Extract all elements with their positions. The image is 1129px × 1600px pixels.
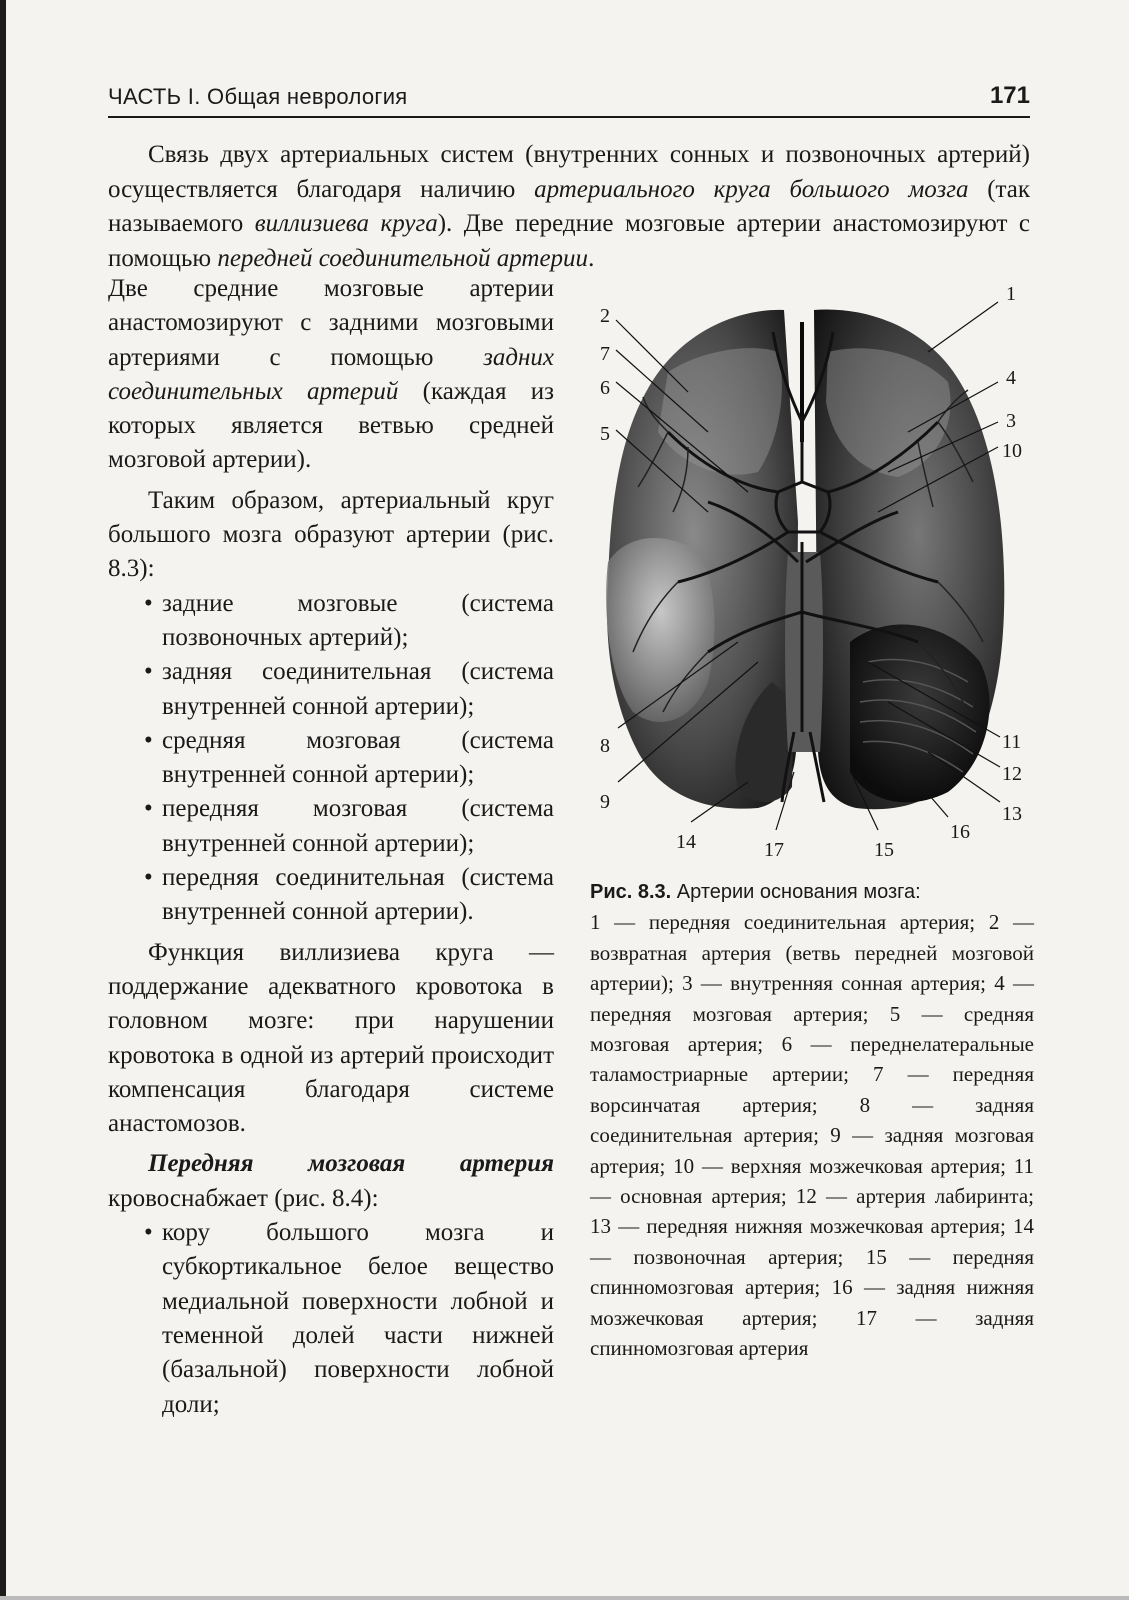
page-number: 171 xyxy=(989,82,1030,109)
legend-item: 4 — передняя мозговая артерия; xyxy=(590,971,1035,1026)
page-edge-bottom xyxy=(0,1596,1129,1600)
label-8: 8 xyxy=(600,735,610,757)
label-11: 11 xyxy=(1002,731,1022,753)
p1-emphasis: задних соединительных артерий xyxy=(108,343,554,405)
brain-illustration xyxy=(588,282,1040,868)
label-10: 10 xyxy=(1002,440,1022,462)
intro-paragraph xyxy=(108,138,1030,276)
label-6: 6 xyxy=(600,377,610,399)
aca-heading: Передняя мозговая артерия xyxy=(148,1150,554,1178)
legend-item: 6 — переднелатеральные таламостриарные артерии; xyxy=(590,1032,1034,1087)
intro-text-2: (так называемого xyxy=(108,175,1030,237)
paragraph-circle: Таким образом, артериальный круг большого мозга образуют артерии (рис. 8.3): xyxy=(108,486,554,583)
legend-item: 10 — верхняя мозжечковая артерия; xyxy=(673,1153,1006,1178)
legend-item: 12 — артерия лабиринта; xyxy=(795,1184,1035,1209)
caption-title: Артерии основания мозга: xyxy=(671,881,921,903)
caption-label: Рис. 8.3. xyxy=(590,881,672,903)
list-item: • передняя соединительная (система внутренней сонной артерии). xyxy=(162,861,554,930)
legend-item: 14 — позвоночная артерия; xyxy=(590,1214,1034,1269)
intro-text-4: . xyxy=(588,244,595,272)
label-2: 2 xyxy=(600,305,610,327)
label-7: 7 xyxy=(600,343,610,365)
label-3: 3 xyxy=(1006,410,1016,432)
legend-item: 5 — средняя мозговая артерия; xyxy=(590,1001,1034,1057)
legend-item: 8 — задняя соединительная артерия; xyxy=(590,1092,1034,1148)
legend-item: 16 — задняя нижняя мозжечковая артерия; xyxy=(590,1275,1034,1330)
label-12: 12 xyxy=(1002,763,1022,785)
paragraph-function: Функция виллизиева круга — поддержание адекватного кровотока в головном мозге: при нарушении кровотока в одной из артерий происходит компенсация благодаря системе анастомозов. xyxy=(108,938,554,1138)
legend-item: 7 — передняя ворсинчатая артерия; xyxy=(590,1062,1034,1117)
aca-supply-list xyxy=(108,1216,554,1422)
legend-item: 9 — задняя мозговая артерия; xyxy=(590,1123,1034,1178)
list-item: • средняя мозговая (система внутренней сонной артерии); xyxy=(162,724,554,793)
intro-emphasis-1: артериального круга большого мозга xyxy=(534,175,969,203)
running-head xyxy=(108,82,1030,118)
page-edge xyxy=(0,0,6,1600)
label-13: 13 xyxy=(1002,803,1022,825)
label-4: 4 xyxy=(1006,367,1016,389)
paragraph-aca xyxy=(108,1147,554,1216)
list-item: • кору большого мозга и субкортикальное белое вещество медиальной поверхности лобной и теменной долей части нижней (базальной) поверхности лобной доли; xyxy=(162,1216,554,1422)
list-item: • передняя мозговая (система внутренней сонной артерии); xyxy=(162,792,554,861)
p1-text-b: (каждая из которых является ветвью средней мозговой артерии). xyxy=(108,377,554,474)
intro-text-1: Связь двух артериальных систем (внутренних сонных и позвоночных артерий) осуществляется благодаря наличию xyxy=(108,141,1030,203)
legend-item: 3 — внутренняя сонная артерия; xyxy=(682,971,986,996)
label-17: 17 xyxy=(764,839,784,861)
label-1: 1 xyxy=(1006,283,1016,305)
legend-item: 15 — передняя спинномозговая артерия; xyxy=(590,1244,1034,1300)
label-5: 5 xyxy=(600,423,610,445)
legend-item: 11 — основная артерия; xyxy=(590,1153,1035,1209)
intro-emphasis-2: виллизиева круга xyxy=(254,210,438,237)
paragraph-anastomosis xyxy=(108,272,554,478)
label-14: 14 xyxy=(676,831,696,853)
section-title: ЧАСТЬ I. Общая неврология xyxy=(108,84,408,109)
label-16: 16 xyxy=(950,821,970,843)
legend-item: 17 — задняя спинномозговая артерия xyxy=(590,1305,1034,1361)
figure-brain-arteries xyxy=(588,282,1040,868)
legend-item: 2 — возвратная артерия (ветвь передней мозговой артерии); xyxy=(590,910,1035,996)
aca-text: кровоснабжает (рис. 8.4): xyxy=(108,1184,379,1212)
legend-item: 13 — передняя нижняя мозжечковая артерия; xyxy=(590,1214,1006,1239)
intro-emphasis-3: передней соединительной артерии xyxy=(217,244,589,272)
left-column xyxy=(108,272,554,1422)
label-15: 15 xyxy=(874,839,894,861)
label-9: 9 xyxy=(600,791,610,813)
figure-caption xyxy=(590,876,1034,1364)
intro-text-3: ). Две передние мозговые артерии анастомозируют с помощью xyxy=(108,210,1030,272)
list-item: • задняя соединительная (система внутренней сонной артерии); xyxy=(162,655,554,724)
circle-arteries-list xyxy=(108,587,554,930)
legend-item: 1 — передняя соединительная артерия; xyxy=(590,910,976,935)
p1-text-a: Две средние мозговые артерии анастомозируют с задними мозговыми артериями с помощью xyxy=(108,275,554,371)
list-item: • задние мозговые (система позвоночных артерий); xyxy=(162,587,554,656)
